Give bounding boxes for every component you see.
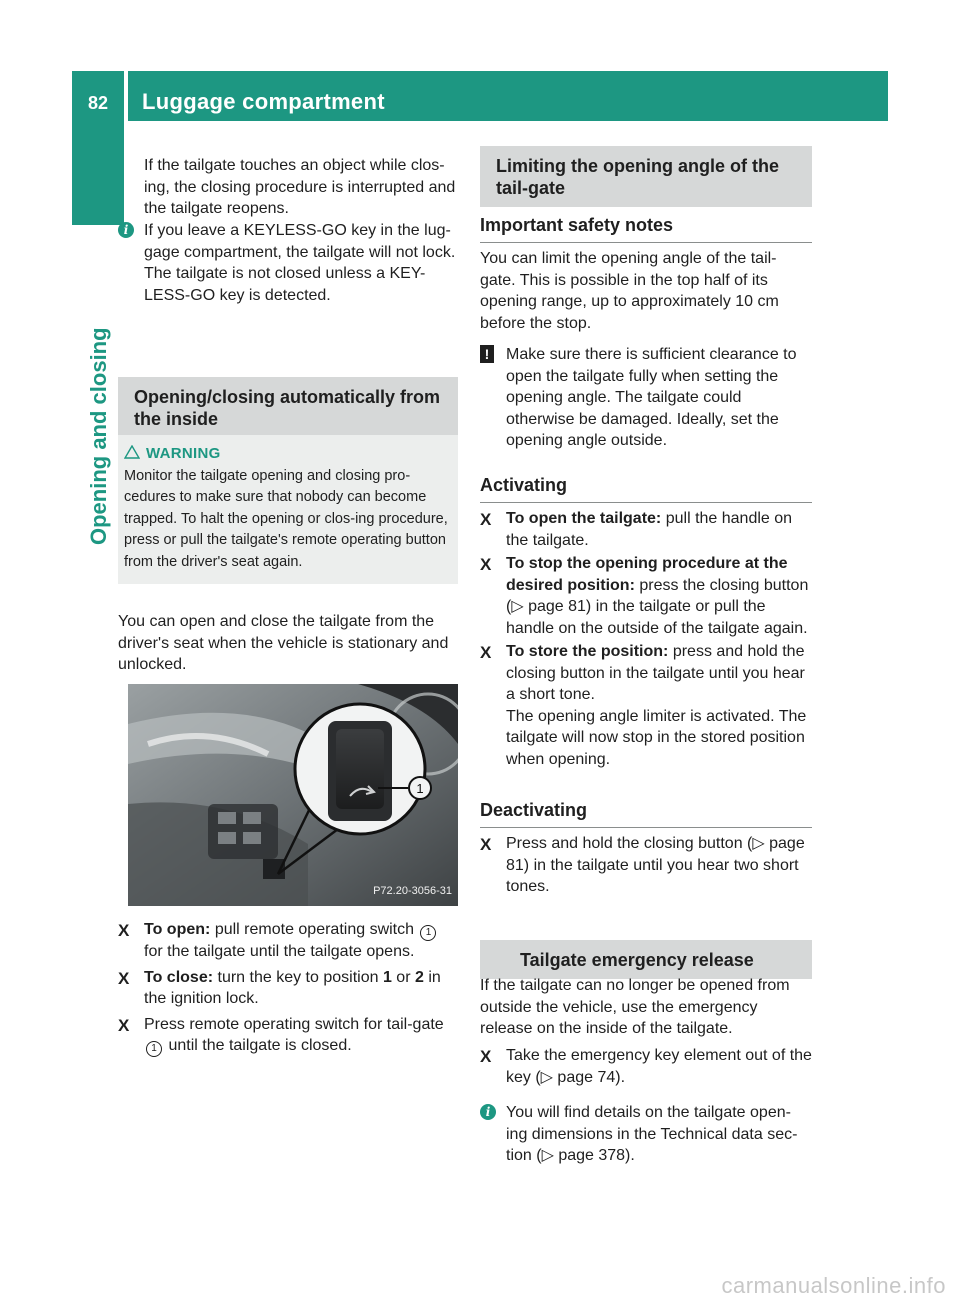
notice-text: Make sure there is sufficient clearance to open the tailgate fully when setting the opening angle. The tailgate could otherwise be damaged. Ideally, set the opening angle outside. bbox=[506, 346, 797, 449]
step-open-text-2: for the tailgate until the tailgate opens. bbox=[144, 943, 415, 960]
section-heading-opening-closing: Opening/closing automatically from the inside bbox=[118, 377, 458, 438]
notice-clearance bbox=[480, 344, 812, 452]
door-switch-photo bbox=[128, 684, 458, 906]
action-x-icon: X bbox=[118, 1015, 130, 1035]
watermark: carmanualsonline.info bbox=[721, 1272, 946, 1298]
photo-reference-code: P72.20-3056-31 bbox=[373, 884, 452, 897]
warning-text: Monitor the tailgate opening and closing pro-cedures to make sure that nobody can become trapped. To halt the opening or clos-ing procedure, press or pull the tailgate's remote operating button from the driver's seat again. bbox=[124, 467, 448, 570]
activate-step-1 bbox=[480, 508, 812, 551]
photo-callout-label: 1 bbox=[416, 781, 424, 796]
activate-step-3-text: press and hold the closing button in the tailgate until you hear a short tone. bbox=[506, 643, 805, 703]
section-heading-limiting: Limiting the opening angle of the tail-gate bbox=[480, 146, 812, 207]
section-title: Luggage compartment bbox=[142, 89, 385, 114]
subheading-deactivating: Deactivating bbox=[480, 799, 812, 828]
activate-step-2-label: To stop the opening procedure at the desired position: bbox=[506, 555, 788, 594]
subheading-safety: Important safety notes bbox=[480, 214, 812, 243]
action-x-icon: X bbox=[480, 1047, 492, 1066]
emergency-paragraph: If the tailgate can no longer be opened from outside the vehicle, use the emergency release on the inside of the tailgate. bbox=[480, 977, 790, 1037]
door-panel-illustration bbox=[128, 684, 458, 906]
step-close-text: turn the key to position bbox=[217, 968, 379, 986]
info-note-keyless bbox=[118, 220, 460, 306]
deactivate-step bbox=[480, 833, 812, 898]
activate-step-2 bbox=[480, 553, 812, 639]
activate-step-2-text: press the closing button (▷ page 81) in the tailgate or pull the handle on the outside of the tailgate again. bbox=[506, 576, 809, 637]
step-press-text: Press remote operating switch for tail-gate bbox=[144, 1015, 444, 1033]
key-position-1: 1 bbox=[382, 968, 392, 986]
steps-list bbox=[118, 919, 460, 1057]
info-icon: i bbox=[118, 222, 134, 238]
step-close-text-2: in the ignition lock. bbox=[144, 968, 441, 1007]
subheading-activating: Activating bbox=[480, 474, 812, 503]
warning-title bbox=[124, 443, 448, 465]
activating-steps bbox=[480, 508, 812, 770]
side-tab-block bbox=[72, 121, 124, 225]
info-note-text: If you leave a KEYLESS-GO key in the lug-gage compartment, the tailgate will not lock. bbox=[144, 222, 456, 261]
action-x-icon: X bbox=[480, 835, 492, 854]
safety-paragraph: You can limit the opening angle of the tail-gate. This is possible in the top half of its opening range, up to approximately 10 cm before the stop. bbox=[480, 250, 779, 332]
step-press-close bbox=[118, 1014, 460, 1058]
step-press-text-2: until the tailgate is closed. bbox=[168, 1037, 352, 1054]
step-open-label: To open: bbox=[144, 921, 211, 938]
step-open-text: pull remote operating switch bbox=[214, 921, 415, 938]
step-close bbox=[118, 967, 460, 1010]
warning-box bbox=[118, 435, 458, 584]
step-open bbox=[118, 919, 460, 963]
page-number: 82 bbox=[88, 93, 109, 113]
intro-paragraph: If the tailgate touches an object while clos-ing, the closing procedure is interrupted and the tailgate reopens. bbox=[144, 157, 456, 217]
emergency-step-text: Take the emergency key element out of the key (▷ page 74). bbox=[506, 1047, 812, 1086]
action-x-icon: X bbox=[480, 555, 492, 574]
body-paragraph: You can open and close the tailgate from the driver's seat when the vehicle is stationary and unlocked. bbox=[118, 613, 449, 673]
activate-step-3 bbox=[480, 641, 812, 770]
chapter-side-tab bbox=[86, 327, 112, 545]
activate-step-3-label: To store the position: bbox=[506, 643, 669, 660]
callout-1-icon: 1 bbox=[420, 925, 436, 941]
info-note-text-2: The tailgate is not closed unless a KEY-LESS-GO key is detected. bbox=[144, 265, 426, 304]
callout-1-icon: 1 bbox=[146, 1041, 162, 1057]
action-x-icon: X bbox=[118, 921, 130, 940]
warning-title-text: WARNING bbox=[146, 445, 221, 462]
section-heading-emergency: Tailgate emergency release bbox=[480, 940, 812, 979]
activate-step-3-note: The opening angle limiter is activated. The tailgate will now stop in the stored position when opening. bbox=[506, 707, 807, 768]
action-x-icon: X bbox=[480, 643, 492, 662]
action-x-icon: X bbox=[480, 510, 492, 529]
info-icon: i bbox=[480, 1104, 496, 1120]
info-note-dimensions bbox=[480, 1102, 812, 1167]
warning-triangle-icon bbox=[124, 445, 140, 459]
chapter-side-tab-label: Opening and closing bbox=[86, 327, 111, 545]
activate-step-1-label: To open the tailgate: bbox=[506, 510, 662, 527]
emergency-step bbox=[480, 1045, 812, 1088]
info-dimensions-text: You will find details on the tailgate open-ing dimensions in the Technical data sec-tion (▷ page 378). bbox=[506, 1104, 798, 1164]
step-close-label: To close: bbox=[144, 968, 214, 986]
activate-step-1-text: pull the handle on the tailgate. bbox=[506, 510, 793, 549]
notice-icon: ! bbox=[480, 345, 494, 363]
deactivate-step-text: Press and hold the closing button (▷ page 81) in the tailgate until you hear two short tones. bbox=[506, 835, 805, 895]
step-close-or: or bbox=[396, 968, 411, 986]
key-position-2: 2 bbox=[414, 968, 424, 986]
action-x-icon: X bbox=[118, 968, 130, 988]
